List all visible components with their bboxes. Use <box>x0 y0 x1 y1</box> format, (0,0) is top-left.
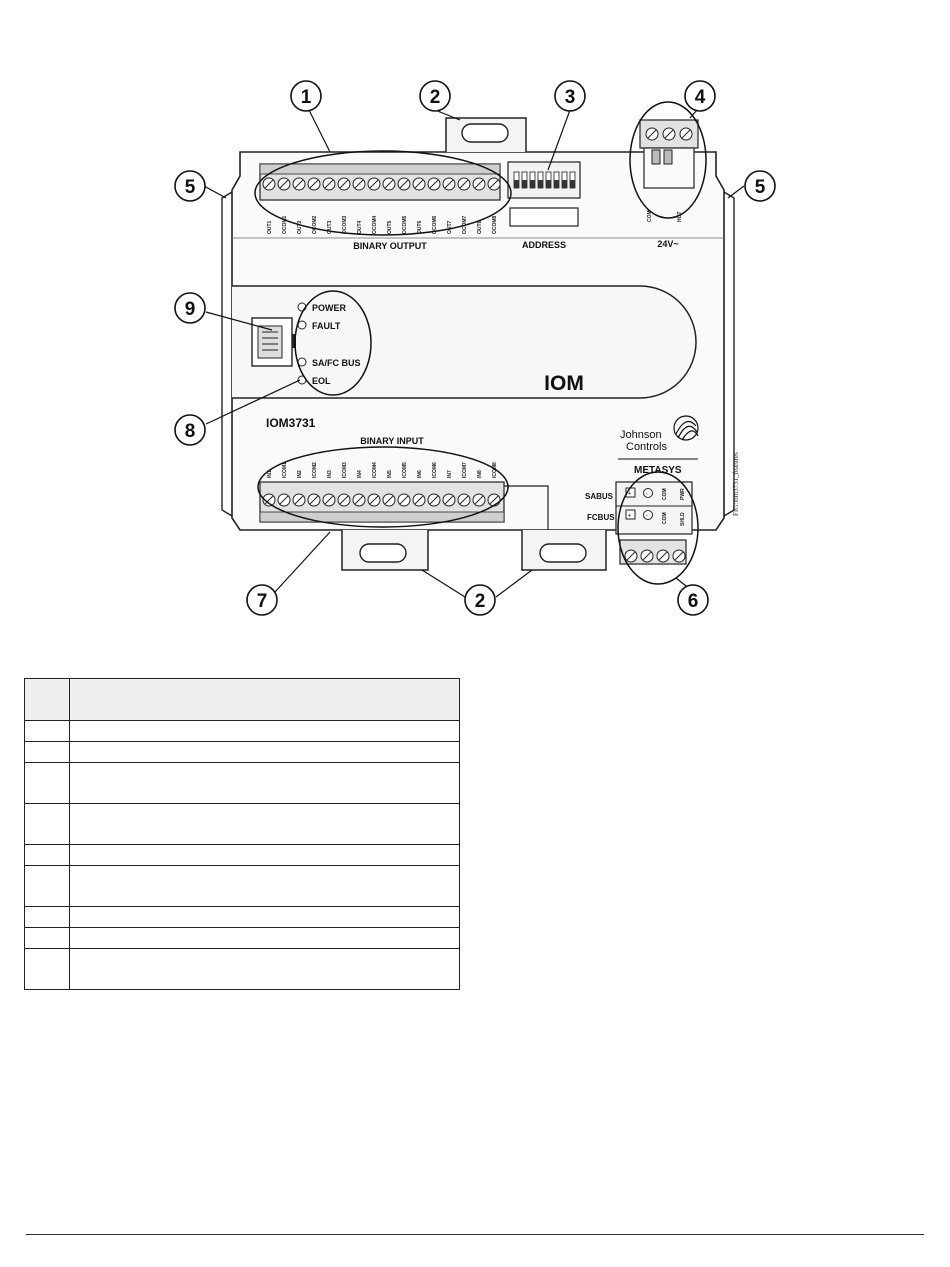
svg-text:COM: COM <box>662 488 668 500</box>
callout-9 <box>175 293 205 323</box>
binary-input-terminal-label: IN2 <box>297 470 303 478</box>
binary-output-terminal-label: OUT1 <box>267 220 273 234</box>
binary-input-terminal-label: ICOM6 <box>432 462 438 478</box>
svg-text:+: + <box>628 513 631 519</box>
table-row <box>25 907 460 928</box>
binary-input-terminal-label: ICOM2 <box>312 462 318 478</box>
binary-output-terminal-label: OCOM1 <box>282 215 288 234</box>
feature-legend-table <box>24 678 460 990</box>
binary-input-terminal-label: ICOM1 <box>282 462 288 478</box>
binary-output-terminal-label: OUT6 <box>417 220 423 234</box>
bus-led-icon <box>298 358 306 366</box>
svg-text:7: 7 <box>256 591 268 612</box>
binary-input-terminal-label: IN8 <box>477 470 483 478</box>
svg-text:-: - <box>646 491 648 497</box>
table-row <box>25 866 460 907</box>
callout-6 <box>678 585 708 615</box>
svg-text:8: 8 <box>184 421 196 442</box>
rj12-port <box>252 318 296 366</box>
sabus-label: SABUS <box>585 492 614 501</box>
binary-output-terminal-label: OCOM4 <box>372 215 378 234</box>
svg-text:+: + <box>628 491 631 497</box>
bottom-mounting-clip-left <box>342 530 428 570</box>
binary-input-terminal-label: IN5 <box>387 470 393 478</box>
binary-output-terminal-label: OCOM5 <box>402 215 408 234</box>
svg-text:5: 5 <box>184 177 196 198</box>
callout-3 <box>555 81 585 111</box>
table-row <box>25 721 460 742</box>
binary-input-terminal-label: ICOM3 <box>342 462 348 478</box>
table-row <box>25 804 460 845</box>
product-name: IOM <box>544 372 584 395</box>
power-label: 24V~ <box>657 239 679 249</box>
power-terminal-hot: HOT <box>677 211 683 222</box>
binary-input-label: BINARY INPUT <box>360 436 424 446</box>
bottom-mounting-clip-right <box>522 530 606 570</box>
metasys-label: METASYS <box>634 465 682 476</box>
top-mounting-clip <box>446 118 526 152</box>
callout-2-bottom <box>465 585 495 615</box>
callout-5-left <box>175 171 205 201</box>
table-header-description <box>70 679 460 721</box>
binary-output-terminal-label: OCOM6 <box>432 215 438 234</box>
binary-output-terminal-label: OUT5 <box>387 220 393 234</box>
binary-output-terminal-label: OCOM8 <box>492 215 498 234</box>
binary-output-terminal-label: OUT4 <box>357 220 363 234</box>
binary-output-terminal-label: OUT3 <box>327 220 333 234</box>
fcbus-label: FCBUS <box>587 513 615 522</box>
binary-input-terminal-label: IN1 <box>267 470 273 478</box>
footer-divider <box>26 1234 924 1235</box>
fault-led-icon <box>298 321 306 329</box>
svg-text:Controls: Controls <box>626 441 667 453</box>
callout-1 <box>291 81 321 111</box>
svg-text:SHLD: SHLD <box>680 512 686 526</box>
svg-text:2: 2 <box>429 87 441 108</box>
binary-input-terminal-label: ICOM4 <box>372 462 378 478</box>
address-label-window <box>510 208 578 226</box>
callout-2-top <box>420 81 450 111</box>
svg-text:PWR: PWR <box>680 488 686 500</box>
binary-input-terminal-label: IN6 <box>417 470 423 478</box>
binary-input-terminal-label: IN7 <box>447 470 453 478</box>
power-terminal-block <box>640 120 698 188</box>
binary-output-terminal-label: OUT2 <box>297 220 303 234</box>
svg-text:1: 1 <box>300 87 312 108</box>
table-row <box>25 742 460 763</box>
callout-8 <box>175 415 205 445</box>
binary-output-label: BINARY OUTPUT <box>353 241 427 251</box>
address-label: ADDRESS <box>521 240 567 250</box>
binary-output-terminal-label: OUT8 <box>477 220 483 234</box>
binary-input-terminal-label: ICOM7 <box>462 462 468 478</box>
figure-id: FIG:iom3731_features <box>732 452 740 516</box>
binary-output-terminal-label: OCOM2 <box>312 215 318 234</box>
bus-terminal-block <box>616 482 692 564</box>
table-row <box>25 763 460 804</box>
table-row <box>25 928 460 949</box>
led-label-bus: SA/FC BUS <box>312 358 361 368</box>
led-label-eol: EOL <box>312 376 331 386</box>
svg-text:4: 4 <box>694 87 706 108</box>
binary-input-terminal-label: IN3 <box>327 470 333 478</box>
table-row <box>25 845 460 866</box>
led-label-fault: FAULT <box>312 321 341 331</box>
svg-text:3: 3 <box>564 87 576 108</box>
left-side-flange <box>222 192 232 516</box>
svg-text:Johnson: Johnson <box>620 429 662 441</box>
svg-text:-: - <box>646 513 648 519</box>
svg-text:2: 2 <box>474 591 486 612</box>
binary-input-terminal-label: ICOM8 <box>492 462 498 478</box>
binary-input-terminal-label: IN4 <box>357 470 363 478</box>
address-dip-switch <box>508 162 580 198</box>
table-header-row <box>25 679 460 721</box>
model-label: IOM3731 <box>266 416 316 430</box>
binary-output-terminal-block <box>260 164 500 200</box>
svg-text:5: 5 <box>754 177 766 198</box>
binary-output-terminal-label: OCOM7 <box>462 215 468 234</box>
binary-output-terminal-label: OCOM3 <box>342 215 348 234</box>
power-terminal-com: COM <box>647 210 653 222</box>
binary-input-terminal-label: ICOM5 <box>402 462 408 478</box>
callout-7 <box>247 585 277 615</box>
svg-text:9: 9 <box>184 299 196 320</box>
svg-text:COM: COM <box>662 512 668 524</box>
table-header-callout <box>25 679 70 721</box>
callout-4 <box>685 81 715 111</box>
svg-text:6: 6 <box>687 591 699 612</box>
led-label-power: POWER <box>312 303 347 313</box>
callout-5-right <box>745 171 775 201</box>
binary-output-terminal-label: OUT7 <box>447 220 453 234</box>
table-row <box>25 949 460 990</box>
